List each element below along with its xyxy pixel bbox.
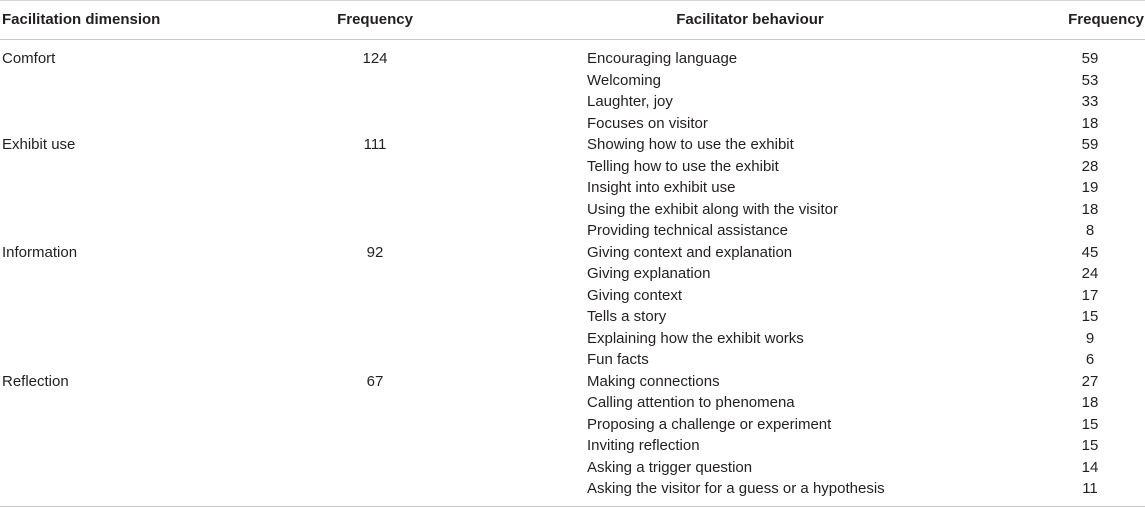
cell-behaviour-frequency: 19 [1081, 179, 1099, 196]
table-row [0, 134, 1145, 156]
cell-behaviour-frequency: 18 [1081, 394, 1099, 411]
header-facilitator-behaviour: Facilitator behaviour [676, 11, 824, 28]
cell-dimension-frequency: 67 [366, 372, 384, 390]
table-row [0, 263, 1145, 285]
cell-dimension-frequency [300, 177, 450, 199]
table-row [0, 285, 1145, 307]
cell-dimension-frequency [300, 478, 450, 500]
header-rule [0, 39, 1145, 40]
cell-behaviour-frequency: 33 [1081, 93, 1099, 110]
header-dimension-frequency: Frequency [337, 11, 413, 28]
cell-facilitation-dimension: Comfort [2, 50, 56, 67]
cell-dimension-frequency [300, 91, 450, 113]
cell-facilitation-dimension: Information [2, 243, 78, 261]
cell-facilitator-behaviour: Fun facts [587, 351, 649, 368]
cell-dimension-frequency [300, 263, 450, 285]
table-row [0, 306, 1145, 328]
table-row [0, 199, 1145, 221]
cell-dimension-frequency [300, 220, 450, 242]
cell-facilitator-behaviour: Giving context [587, 286, 683, 304]
table-row [0, 156, 1145, 178]
table-row [0, 435, 1145, 457]
cell-facilitator-behaviour: Inviting reflection [587, 437, 700, 454]
cell-facilitator-behaviour: Welcoming [587, 71, 661, 89]
cell-behaviour-frequency: 11 [1082, 480, 1098, 497]
cell-facilitation-dimension: Reflection [2, 372, 69, 390]
cell-dimension-frequency: 111 [363, 136, 387, 153]
cell-facilitator-behaviour: Providing technical assistance [587, 222, 788, 239]
cell-facilitator-behaviour: Explaining how the exhibit works [587, 329, 804, 347]
cell-facilitator-behaviour: Showing how to use the exhibit [587, 136, 794, 153]
table-row [0, 113, 1145, 135]
cell-behaviour-frequency: 6 [1085, 351, 1095, 368]
table-bottom-rule [0, 506, 1145, 507]
cell-facilitator-behaviour: Giving explanation [587, 265, 711, 282]
cell-facilitator-behaviour: Telling how to use the exhibit [587, 157, 779, 175]
cell-dimension-frequency [300, 457, 450, 479]
table-row [0, 220, 1145, 242]
cell-facilitator-behaviour: Asking the visitor for a guess or a hypothesis [587, 480, 885, 497]
cell-dimension-frequency: 124 [362, 50, 388, 67]
table-row [0, 349, 1145, 371]
cell-dimension-frequency [300, 199, 450, 221]
cell-facilitator-behaviour: Calling attention to phenomena [587, 394, 795, 411]
cell-dimension-frequency [300, 349, 450, 371]
cell-behaviour-frequency: 59 [1081, 136, 1099, 153]
cell-facilitator-behaviour: Tells a story [587, 308, 667, 325]
cell-behaviour-frequency: 14 [1081, 458, 1099, 476]
table-row [0, 392, 1145, 414]
cell-dimension-frequency [300, 70, 450, 92]
cell-behaviour-frequency: 45 [1081, 243, 1099, 261]
cell-facilitator-behaviour: Laughter, joy [587, 93, 673, 110]
cell-behaviour-frequency: 28 [1081, 157, 1099, 175]
cell-facilitator-behaviour: Insight into exhibit use [587, 179, 736, 196]
table-row [0, 70, 1145, 92]
cell-behaviour-frequency: 53 [1081, 71, 1099, 89]
table-row [0, 414, 1145, 436]
cell-dimension-frequency: 92 [366, 243, 384, 261]
table-row [0, 328, 1145, 350]
table-top-rule [0, 0, 1145, 1]
cell-facilitator-behaviour: Giving context and explanation [587, 243, 793, 261]
cell-behaviour-frequency: 15 [1081, 308, 1099, 325]
cell-dimension-frequency [300, 414, 450, 436]
cell-behaviour-frequency: 15 [1081, 437, 1099, 454]
cell-behaviour-frequency: 18 [1081, 114, 1099, 132]
cell-dimension-frequency [300, 328, 450, 350]
table-row [0, 91, 1145, 113]
cell-dimension-frequency [300, 156, 450, 178]
cell-facilitator-behaviour: Proposing a challenge or experiment [587, 415, 832, 433]
cell-facilitator-behaviour: Making connections [587, 372, 720, 390]
table-row [0, 457, 1145, 479]
cell-dimension-frequency [300, 285, 450, 307]
table-row [0, 478, 1145, 500]
cell-facilitation-dimension: Exhibit use [2, 136, 76, 153]
header-behaviour-frequency: Frequency [1068, 11, 1144, 28]
cell-facilitator-behaviour: Asking a trigger question [587, 458, 753, 476]
cell-facilitator-behaviour: Encouraging language [587, 50, 738, 67]
cell-behaviour-frequency: 9 [1085, 329, 1095, 347]
cell-behaviour-frequency: 18 [1081, 200, 1099, 218]
cell-behaviour-frequency: 17 [1081, 286, 1099, 304]
table-row [0, 242, 1145, 264]
cell-dimension-frequency [300, 392, 450, 414]
header-facilitation-dimension: Facilitation dimension [2, 11, 161, 28]
table-row [0, 177, 1145, 199]
cell-behaviour-frequency: 8 [1085, 222, 1095, 239]
cell-behaviour-frequency: 15 [1081, 415, 1099, 433]
table-row [0, 371, 1145, 393]
cell-behaviour-frequency: 27 [1081, 372, 1099, 390]
cell-dimension-frequency [300, 435, 450, 457]
cell-behaviour-frequency: 59 [1081, 50, 1099, 67]
cell-facilitator-behaviour: Using the exhibit along with the visitor [587, 200, 838, 218]
cell-dimension-frequency [300, 113, 450, 135]
cell-facilitator-behaviour: Focuses on visitor [587, 114, 708, 132]
cell-behaviour-frequency: 24 [1081, 265, 1099, 282]
table-row [0, 48, 1145, 70]
cell-dimension-frequency [300, 306, 450, 328]
